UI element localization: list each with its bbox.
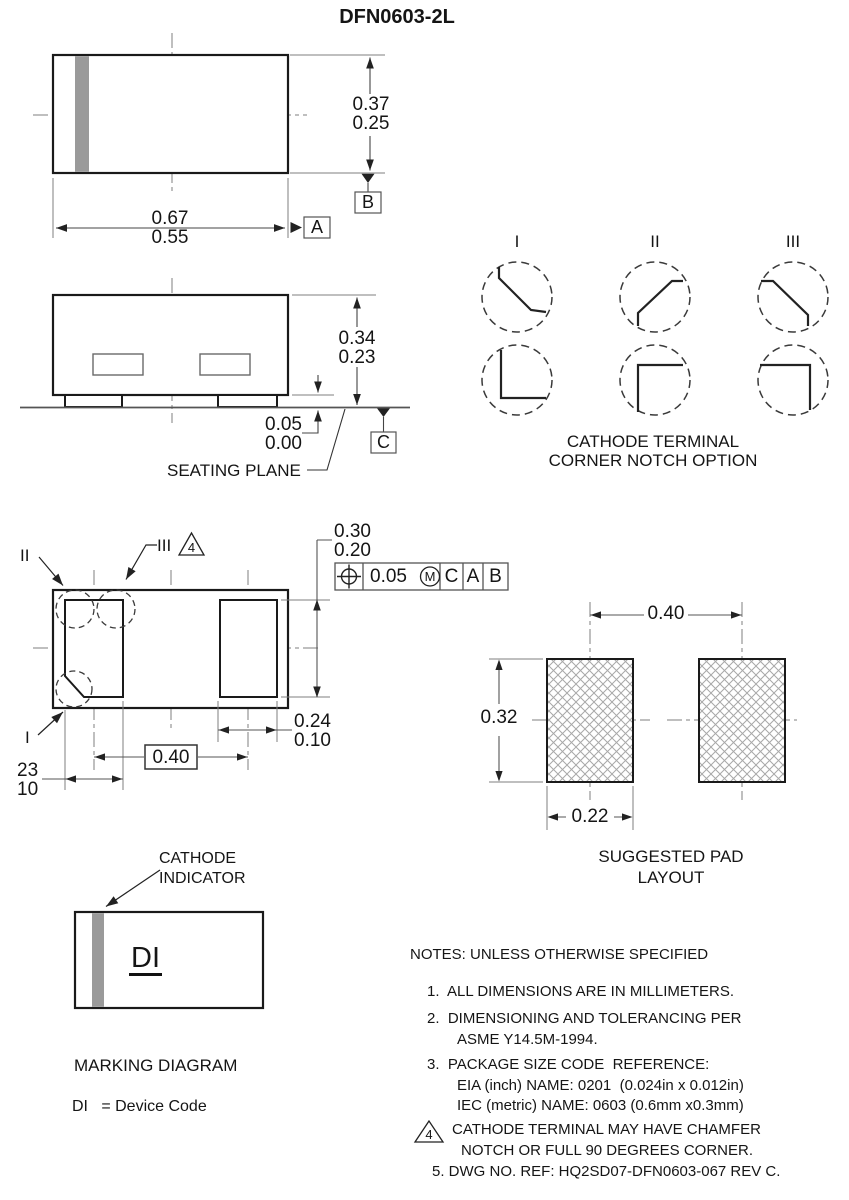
marking-diagram-caption: MARKING DIAGRAM	[74, 1056, 238, 1075]
pad-right	[699, 659, 785, 782]
edge-dim	[17, 761, 43, 799]
detail-circle-iii-chamfer	[758, 262, 828, 332]
dim-value-min: 0.23	[338, 347, 376, 368]
cathode-indicator-leader	[106, 870, 160, 907]
terminal-foot-right	[218, 395, 277, 407]
dim-value-min: 10	[17, 779, 39, 800]
bottom-view-body	[53, 590, 288, 708]
corner-iii-leader	[126, 545, 157, 580]
note-3-line3: IEC (metric) NAME: 0603 (0.6mm x0.3mm)	[457, 1097, 744, 1114]
pad-length-dim	[334, 522, 380, 560]
dim-value-max: 0.24	[294, 711, 331, 732]
notch-option-details	[482, 262, 828, 415]
caption-line2: LAYOUT	[637, 868, 705, 887]
datum-c-label: C	[377, 432, 390, 452]
pad-layout-pitch-dim: 0.40	[647, 603, 685, 624]
fcf-tolerance: 0.05	[370, 566, 407, 587]
dim-value-max: 0.05	[265, 414, 302, 435]
dim-value-max: 0.34	[338, 328, 376, 349]
corner-iii-label: III	[157, 536, 172, 555]
standoff-dim	[256, 415, 302, 453]
top-view-width-dim	[144, 209, 196, 247]
dim-value-max: 0.30	[334, 521, 371, 542]
note-4-flag: 4	[425, 1127, 433, 1142]
device-code-marking: DI	[131, 942, 160, 974]
pad-layout-caption	[561, 846, 781, 888]
fcf-datum-3: B	[489, 566, 502, 587]
top-view-height-dim	[345, 95, 397, 133]
fcf-datum-1: C	[444, 566, 459, 587]
chamfer-corner-i	[499, 267, 546, 312]
terminal-foot-left	[65, 395, 122, 407]
datum-c-triangle	[377, 408, 390, 417]
dim-value-min: 0.55	[151, 227, 189, 248]
chamfer-corner-iii	[761, 281, 808, 326]
cathode-indicator-callout	[159, 849, 246, 889]
dim-value-min: 0.25	[352, 113, 390, 134]
corner-i-leader	[38, 712, 63, 735]
side-view	[20, 278, 410, 470]
square-corner-ii	[638, 365, 683, 412]
fcf-datum-2: A	[466, 566, 480, 587]
note-3-line1: 3. PACKAGE SIZE CODE REFERENCE:	[427, 1056, 710, 1073]
datum-a-triangle	[291, 222, 303, 233]
cathode-band	[75, 56, 89, 172]
notch-option-3-label: III	[785, 232, 801, 251]
marking-cathode-stripe	[92, 913, 104, 1007]
marking-diagram	[75, 870, 263, 1008]
pad-width-dim	[294, 712, 340, 750]
dim-value-max: 0.37	[352, 94, 390, 115]
callout-line2: INDICATOR	[159, 870, 246, 887]
datum-a-label: A	[310, 217, 323, 237]
dim-value-min: 0.00	[265, 433, 302, 454]
dim-value-min: 0.20	[334, 540, 371, 561]
note-1: 1. ALL DIMENSIONS ARE IN MILLIMETERS.	[427, 983, 735, 1000]
pad-layout-height-dim: 0.32	[480, 707, 518, 728]
top-view	[33, 33, 385, 238]
datum-b-triangle	[362, 174, 375, 183]
notch-options-caption	[543, 432, 763, 470]
detail-circle-i-square	[482, 345, 552, 415]
caption-line1: CATHODE TERMINAL	[566, 432, 740, 451]
side-view-height-dim	[331, 329, 383, 367]
drawing-title: DFN0603-2L	[339, 6, 455, 28]
seating-plane-label: SEATING PLANE	[167, 461, 301, 480]
note-flag-number: 4	[187, 540, 196, 555]
dim-value-max: 23	[17, 760, 39, 781]
caption-line1: SUGGESTED PAD	[598, 847, 744, 866]
corner-i-label: I	[25, 728, 30, 747]
pad-left	[547, 659, 633, 782]
chamfer-corner-ii	[638, 281, 683, 326]
callout-line1: CATHODE	[159, 850, 237, 867]
note-2-line2: ASME Y14.5M-1994.	[457, 1031, 598, 1048]
notes-header: NOTES: UNLESS OTHERWISE SPECIFIED	[410, 946, 709, 963]
note-4-line1: CATHODE TERMINAL MAY HAVE CHAMFER	[452, 1121, 761, 1138]
pitch-basic-dim: 0.40	[152, 747, 190, 768]
datum-b-label: B	[361, 192, 374, 212]
pad-layout	[489, 602, 797, 830]
detail-circle-iii-square	[758, 345, 828, 415]
corner-ii-label: II	[20, 546, 30, 565]
square-corner-i	[501, 350, 546, 398]
seating-plane-leader	[307, 409, 345, 470]
side-view-body	[53, 295, 288, 395]
note-2-line1: 2. DIMENSIONING AND TOLERANCING PER	[427, 1010, 742, 1027]
notch-option-1-label: I	[514, 232, 520, 251]
detail-circle-ii-square	[620, 345, 690, 415]
note-3-line2: EIA (inch) NAME: 0201 (0.024in x 0.012in)	[457, 1077, 744, 1094]
device-code-legend: DI = Device Code	[72, 1098, 207, 1115]
note-5: 5. DWG NO. REF: HQ2SD07-DFN0603-067 REV C.	[432, 1163, 781, 1180]
dim-value-max: 0.67	[151, 208, 189, 229]
pad-layout-width-dim: 0.22	[571, 806, 609, 827]
fcf-modifier: M	[424, 569, 436, 584]
corner-ii-leader	[39, 557, 63, 586]
pad-length-dim-line	[317, 540, 332, 697]
caption-line2: CORNER NOTCH OPTION	[548, 451, 758, 470]
notch-option-2-label: II	[650, 232, 660, 251]
dim-value-min: 0.10	[294, 730, 331, 751]
note-4-line2: NOTCH OR FULL 90 DEGREES CORNER.	[461, 1142, 753, 1159]
